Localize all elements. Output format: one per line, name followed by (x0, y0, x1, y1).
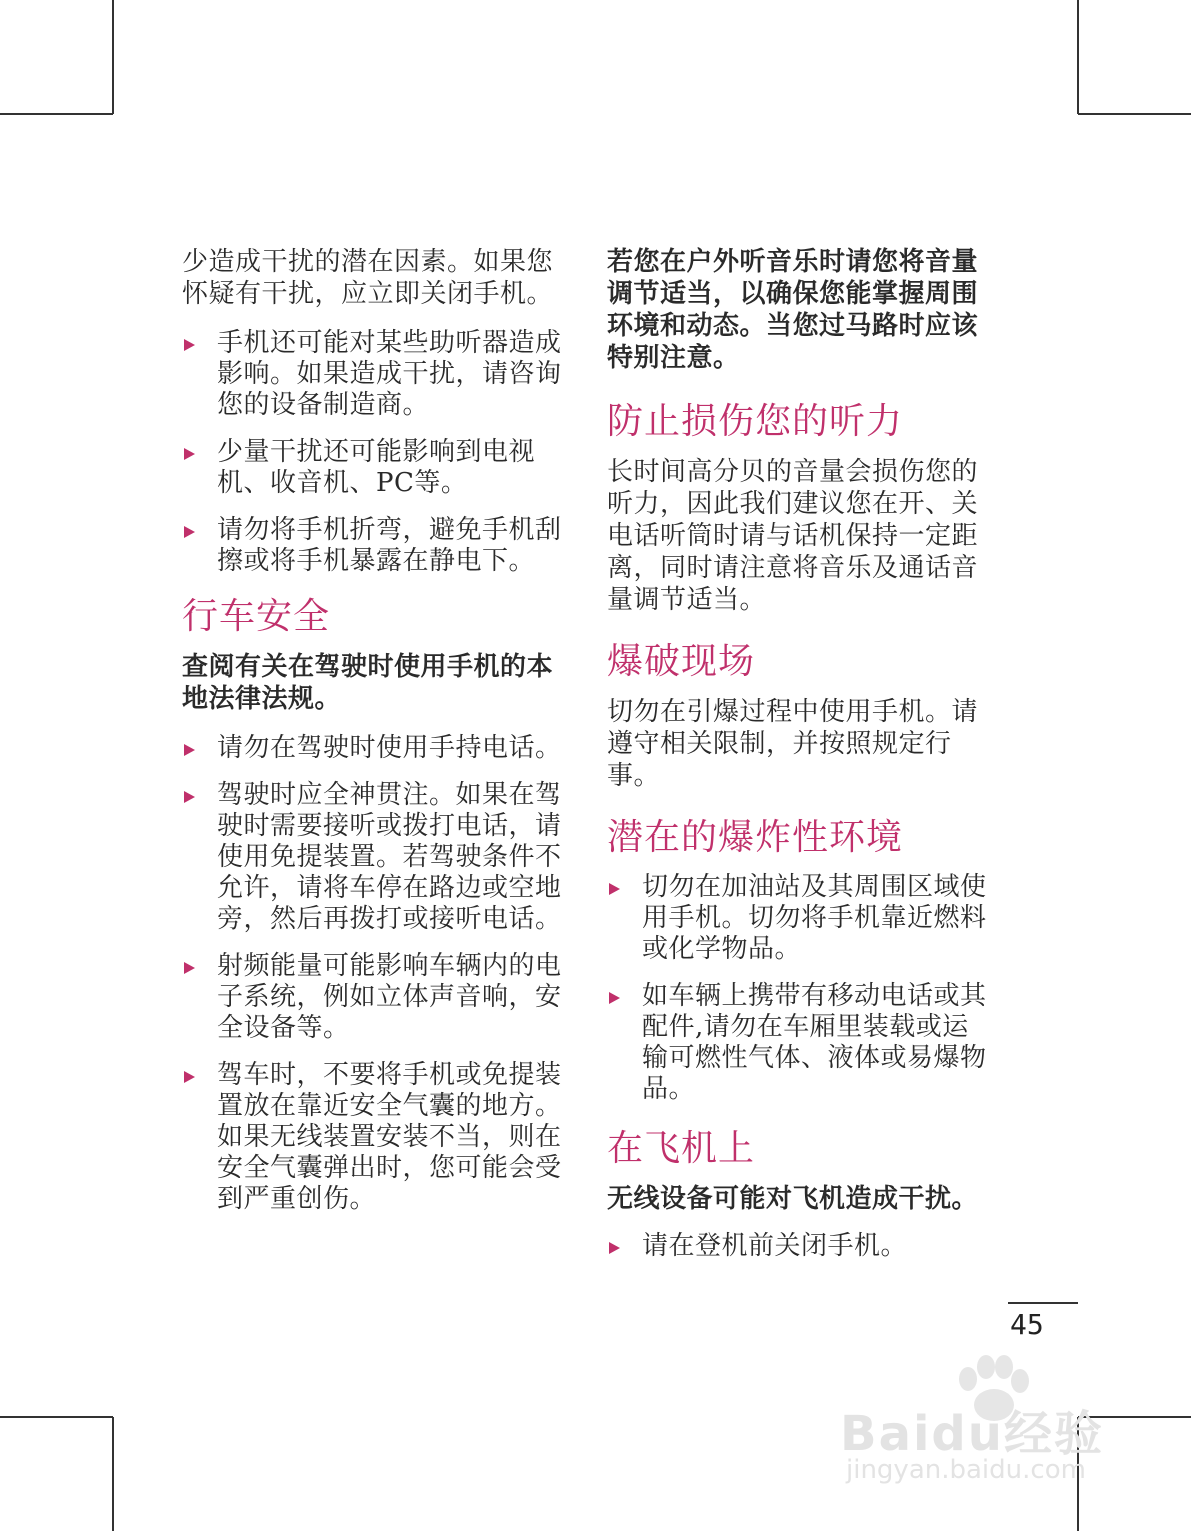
list-item (182, 780, 562, 935)
paragraph-aircraft-intro: 无线设备可能对飞机造成干扰。 (607, 1184, 979, 1214)
triangle-bullet-icon (184, 1071, 195, 1083)
heading-blasting-area: 爆破现场 (607, 641, 756, 682)
triangle-bullet-icon (609, 883, 620, 895)
triangle-bullet-icon (184, 962, 195, 974)
list-item-text: 请勿将手机折弯，避免手机刮擦或将手机暴露在静电下。 (217, 515, 562, 576)
paragraph-outdoor-music: 若您在户外听音乐时请您将音量调节适当，以确保您能掌握周围环境和动态。当您过马路时应该特别注意。 (607, 247, 979, 373)
triangle-bullet-icon (184, 744, 195, 756)
triangle-bullet-icon (609, 992, 620, 1004)
list-item-text: 切勿在加油站及其周围区域使用手机。切勿将手机靠近燃料或化学物品。 (642, 872, 987, 964)
list-item-text: 射频能量可能影响车辆内的电子系统，例如立体声音响，安全设备等。 (217, 951, 562, 1043)
watermark-url: jingyan.baidu.com (846, 1455, 1086, 1485)
page-number: 45 (1010, 1308, 1044, 1341)
triangle-bullet-icon (184, 448, 195, 460)
crop-mark (112, 1417, 114, 1531)
crop-mark (1077, 0, 1079, 114)
heading-explosive-atmosphere: 潜在的爆炸性环境 (607, 817, 904, 858)
list-item (182, 328, 562, 421)
watermark (840, 1355, 1130, 1485)
list-item-text: 请在登机前关闭手机。 (642, 1231, 908, 1261)
crop-mark (1078, 113, 1191, 115)
heading-hearing-protection: 防止损伤您的听力 (607, 401, 904, 442)
list-item (607, 872, 992, 965)
crop-mark (112, 0, 114, 114)
list-item (607, 981, 992, 1105)
triangle-bullet-icon (184, 791, 195, 803)
list-item-text: 少量干扰还可能影响到电视机、收音机、PC等。 (217, 437, 536, 498)
list-item (182, 515, 562, 577)
list-item (607, 1231, 992, 1262)
page-number-rule (1008, 1302, 1078, 1304)
list-item-text: 驾车时，不要将手机或免提装置放在靠近安全气囊的地方。如果无线装置安装不当，则在安全气囊弹出时，您可能会受到严重创伤。 (217, 1060, 562, 1214)
paragraph-driving-intro: 查阅有关在驾驶时使用手机的本地法律法规。 (182, 652, 554, 714)
triangle-bullet-icon (184, 339, 195, 351)
bullet-list-driving (182, 733, 562, 1215)
triangle-bullet-icon (184, 526, 195, 538)
crop-mark (0, 113, 113, 115)
list-item (182, 1060, 562, 1215)
list-item-text: 请勿在驾驶时使用手持电话。 (217, 733, 562, 763)
list-item-text: 驾驶时应全神贯注。如果在驾驶时需要接听或拨打电话，请使用免提装置。若驾驶条件不允许，请将车停在路边或空地旁，然后再拨打或接听电话。 (217, 780, 562, 934)
bullet-list-aircraft (607, 1231, 992, 1262)
left-column (182, 246, 562, 1215)
triangle-bullet-icon (609, 1242, 620, 1254)
bullet-list-interference (182, 328, 562, 577)
list-item-text: 手机还可能对某些助听器造成影响。如果造成干扰，请咨询您的设备制造商。 (217, 328, 562, 420)
heading-aircraft: 在飞机上 (607, 1128, 756, 1169)
watermark-brand: Baidu经验 (840, 1406, 1104, 1462)
crop-mark (0, 1416, 113, 1418)
list-item-text: 如车辆上携带有移动电话或其配件,请勿在车厢里装载或运输可燃性气体、液体或易爆物品。 (642, 981, 987, 1104)
bullet-list-explosive (607, 872, 992, 1105)
heading-driving-safety: 行车安全 (182, 596, 331, 637)
list-item (182, 437, 562, 499)
right-column (607, 246, 992, 1262)
list-item (182, 733, 562, 764)
paragraph-hearing: 长时间高分贝的音量会损伤您的听力，因此我们建议您在开、关电话听筒时请与话机保持一定距离，同时请注意将音乐及通话音量调节适当。 (607, 457, 979, 615)
paragraph-blasting: 切勿在引爆过程中使用手机。请遵守相关限制，并按照规定行事。 (607, 697, 979, 791)
paragraph-interference: 少造成干扰的潜在因素。如果您怀疑有干扰，应立即关闭手机。 (182, 247, 554, 309)
list-item (182, 951, 562, 1044)
